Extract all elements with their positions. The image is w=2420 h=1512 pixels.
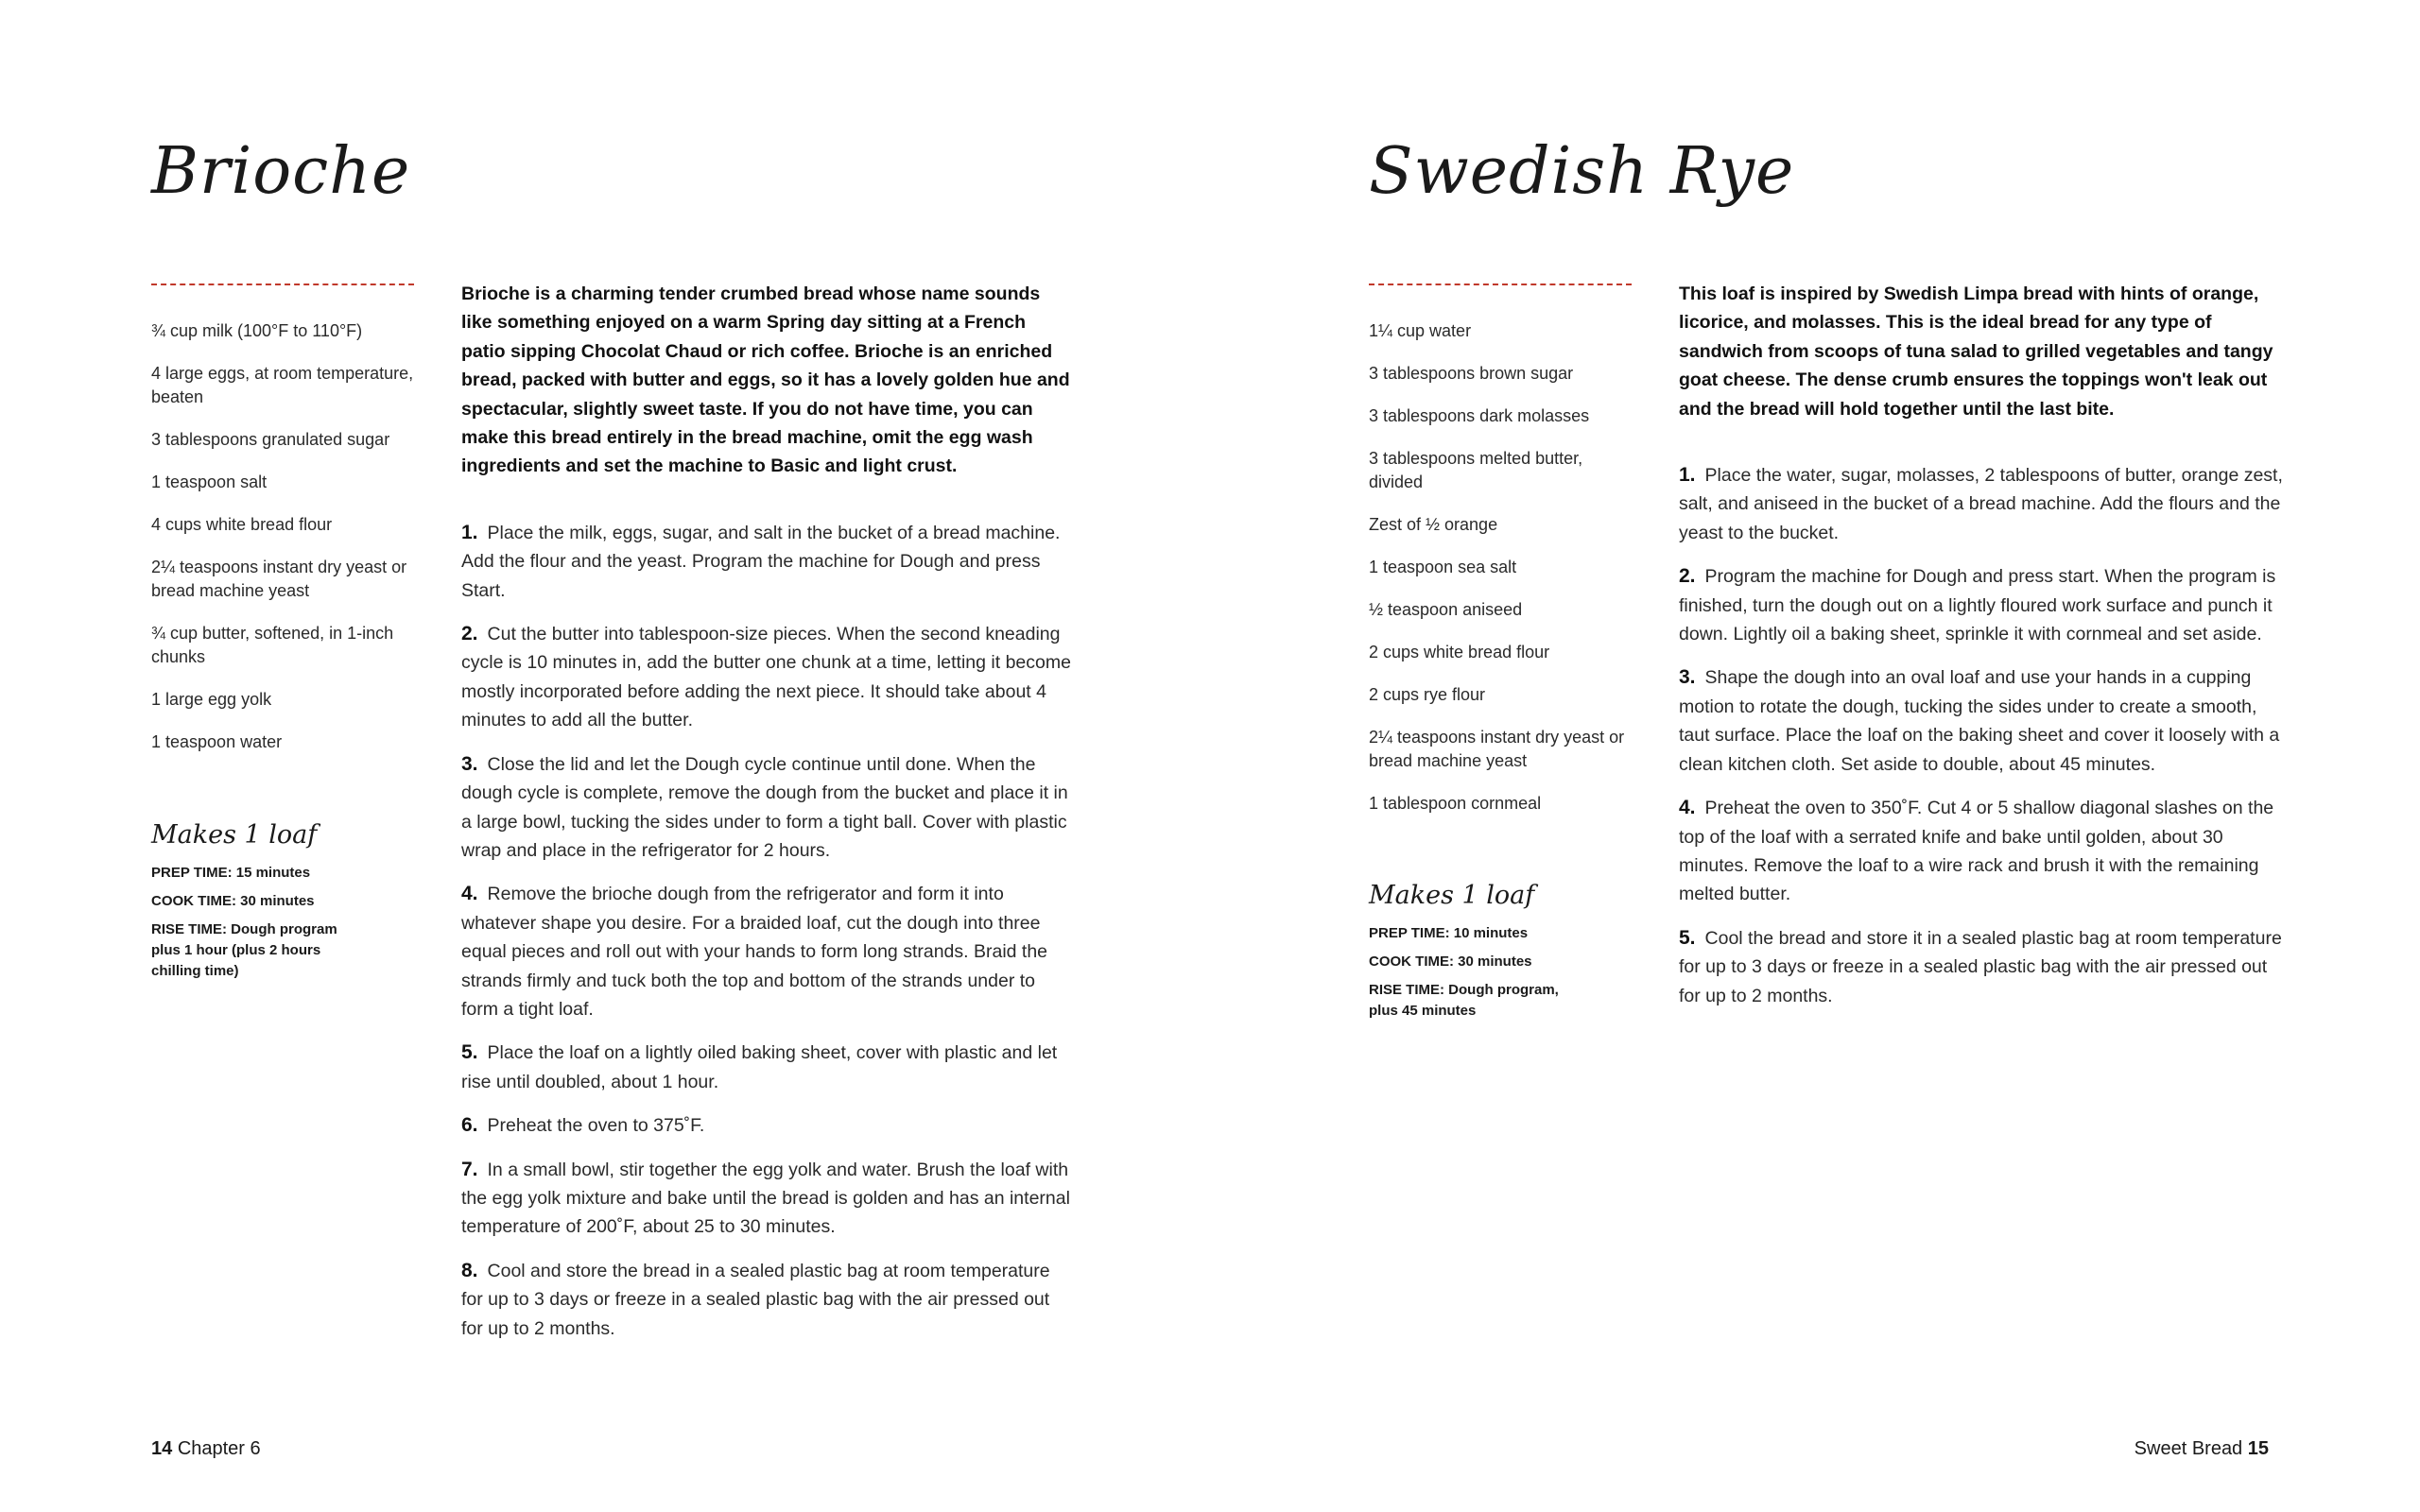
step-number: 8.: [461, 1259, 478, 1281]
recipe-step: [461, 519, 1074, 605]
step-text: Cool the bread and store it in a sealed plastic bag at room temperature for up to 3 days or freeze in a sealed plastic bag with the air pressed out for up to 2 months.: [1679, 927, 2282, 1006]
recipe-title: Swedish Rye: [1369, 134, 1795, 209]
page-footer: [2135, 1438, 2269, 1460]
ingredients-divider: [151, 284, 414, 285]
step-number: 7.: [461, 1158, 478, 1180]
ingredient-item: 3 tablespoons brown sugar: [1369, 364, 1574, 383]
step-text: Shape the dough into an oval loaf and use your hands in a cupping motion to rotate the dough, tucking the sides under to create a smooth, taut surface. Place the loaf on the baking sheet and cover it loosely with a clean kitchen cloth. Set aside to double, about 45 minutes.: [1679, 667, 2280, 775]
step-number: 5.: [461, 1041, 478, 1064]
step-number: 4.: [461, 883, 478, 905]
recipe-step: [461, 750, 1074, 866]
recipe-step: [461, 1039, 1074, 1096]
yield-label: Makes 1 loaf: [151, 820, 318, 850]
recipe-step: [461, 1111, 1074, 1140]
step-text: In a small bowl, stir together the egg yolk and water. Brush the loaf with the egg yolk mixture and bake until the bread is golden and has an internal temperature of 200˚F, about 25 to 30 minutes.: [461, 1159, 1070, 1238]
prep-time: PREP TIME: 15 minutes: [151, 865, 311, 881]
step-text: Place the water, sugar, molasses, 2 tablespoons of butter, orange zest, salt, and aniseed in the bucket of a bread machine. Add the flours and the yeast to the bucket.: [1679, 465, 2283, 543]
rise-time: RISE TIME: Dough program, plus 45 minutes: [1369, 982, 1559, 1019]
recipe-body: [1679, 280, 2291, 1025]
recipe-intro: This loaf is inspired by Swedish Limpa bread with hints of orange, licorice, and molasses. This is the ideal bread for any type of sandwich from scoops of tuna salad to grilled vegetables and tangy goat cheese. The dense crumb ensures the toppings won't leak out and the bread will hold together until the last bite.: [1679, 284, 2273, 420]
step-number: 5.: [1679, 926, 1696, 949]
recipe-body: [461, 280, 1074, 1358]
step-text: Preheat the oven to 375˚F.: [487, 1115, 705, 1137]
step-number: 4.: [1679, 797, 1696, 819]
right-page: [1210, 0, 2420, 1512]
ingredient-item: Zest of ½ orange: [1369, 515, 1498, 534]
recipe-step: [1679, 461, 2291, 547]
step-text: Cool and store the bread in a sealed plastic bag at room temperature for up to 3 days or freeze in a sealed plastic bag with the air pressed out for up to 2 months.: [461, 1260, 1050, 1339]
ingredient-item: 1 teaspoon salt: [151, 472, 268, 491]
ingredient-item: 1 teaspoon water: [151, 732, 283, 751]
ingredient-item: 4 large eggs, at room temperature, beaten: [151, 364, 414, 406]
ingredient-item: ½ teaspoon aniseed: [1369, 600, 1523, 619]
yield-label: Makes 1 loaf: [1369, 881, 1535, 910]
page-footer: [151, 1438, 261, 1460]
prep-time: PREP TIME: 10 minutes: [1369, 925, 1529, 941]
step-number: 2.: [1679, 565, 1696, 588]
chapter-label: Chapter 6: [177, 1438, 261, 1459]
recipe-step: [461, 880, 1074, 1023]
ingredient-item: 1 large egg yolk: [151, 690, 272, 709]
chapter-label: Sweet Bread: [2134, 1438, 2243, 1459]
ingredient-item: 4 cups white bread flour: [151, 515, 333, 534]
yield-box: [1369, 881, 1635, 1029]
ingredient-item: 3 tablespoons melted butter, divided: [1369, 449, 1583, 491]
recipe-step: [1679, 794, 2291, 909]
rise-time: RISE TIME: Dough program plus 1 hour (plus 2 hours chilling time): [151, 921, 337, 979]
cook-time: COOK TIME: 30 minutes: [151, 893, 315, 909]
step-number: 3.: [1679, 666, 1696, 689]
step-number: 6.: [461, 1114, 478, 1137]
ingredient-item: 1 teaspoon sea salt: [1369, 558, 1517, 576]
step-number: 2.: [461, 623, 478, 645]
step-text: Remove the brioche dough from the refrigerator and form it into whatever shape you desire. For a braided loaf, cut the dough into three equal pieces and roll out with your hands to form long strands. Braid the strands firmly and tuck both the top and bottom of the strands under to form a tight loaf.: [461, 884, 1048, 1020]
step-number: 1.: [461, 521, 478, 543]
yield-box: [151, 820, 418, 989]
ingredient-item: ¾ cup milk (100°F to 110°F): [151, 321, 363, 340]
recipe-step: [1679, 924, 2291, 1010]
page-number: 15: [2247, 1438, 2269, 1459]
recipe-step: [461, 1257, 1074, 1343]
ingredient-item: 2¼ teaspoons instant dry yeast or bread machine yeast: [151, 558, 407, 600]
step-text: Cut the butter into tablespoon-size pieces. When the second kneading cycle is 10 minutes in, add the butter one chunk at a time, letting it become mostly incorporated before adding the next piece. It should take about 4 minutes to add all the butter.: [461, 624, 1071, 731]
step-number: 1.: [1679, 464, 1696, 487]
recipe-step: [1679, 663, 2291, 779]
ingredients-divider: [1369, 284, 1632, 285]
ingredient-item: 2¼ teaspoons instant dry yeast or bread machine yeast: [1369, 728, 1625, 770]
cook-time: COOK TIME: 30 minutes: [1369, 954, 1532, 970]
step-text: Program the machine for Dough and press start. When the program is finished, turn the dough out on a lightly floured work surface and punch it down. Lightly oil a baking sheet, sprinkle it with cornmeal and set aside.: [1679, 566, 2276, 645]
step-text: Close the lid and let the Dough cycle continue until done. When the dough cycle is complete, remove the dough from the bucket and place it in a large bowl, tucking the sides under to form a tight ball. Cover with plastic wrap and place in the refrigerator for 2 hours.: [461, 753, 1068, 861]
ingredients-list: [1369, 319, 1635, 834]
recipe-intro: Brioche is a charming tender crumbed bread whose name sounds like something enjoyed on a warm Spring day sitting at a French patio sipping Chocolat Chaud or rich coffee. Brioche is an enriched bread, packed with butter and eggs, so it has a lovely golden hue and spectacular, slightly sweet taste. If you do not have time, you can make this bread entirely in the bread machine, omit the egg wash ingredients and set the machine to Basic and light crust.: [461, 284, 1070, 477]
step-text: Preheat the oven to 350˚F. Cut 4 or 5 shallow diagonal slashes on the top of the loaf with a serrated knife and bake until golden, about 30 minutes. Remove the loaf to a wire rack and brush it with the remaining melted butter.: [1679, 798, 2274, 905]
recipe-title: Brioche: [151, 134, 411, 209]
step-text: Place the milk, eggs, sugar, and salt in the bucket of a bread machine. Add the flour and the yeast. Program the machine for Dough and press Start.: [461, 522, 1061, 601]
recipe-step: [1679, 562, 2291, 648]
ingredient-item: 3 tablespoons dark molasses: [1369, 406, 1590, 425]
ingredient-item: 1 tablespoon cornmeal: [1369, 794, 1542, 813]
ingredient-item: 2 cups white bread flour: [1369, 643, 1550, 662]
recipe-step: [461, 1156, 1074, 1242]
step-text: Place the loaf on a lightly oiled baking sheet, cover with plastic and let rise until doubled, about 1 hour.: [461, 1042, 1058, 1092]
ingredient-item: 2 cups rye flour: [1369, 685, 1486, 704]
ingredient-item: 3 tablespoons granulated sugar: [151, 430, 390, 449]
ingredient-item: 1¼ cup water: [1369, 321, 1472, 340]
recipe-step: [461, 620, 1074, 735]
page-number: 14: [151, 1438, 173, 1459]
ingredient-item: ¾ cup butter, softened, in 1-inch chunks: [151, 624, 394, 666]
ingredients-list: [151, 319, 418, 773]
step-number: 3.: [461, 752, 478, 775]
